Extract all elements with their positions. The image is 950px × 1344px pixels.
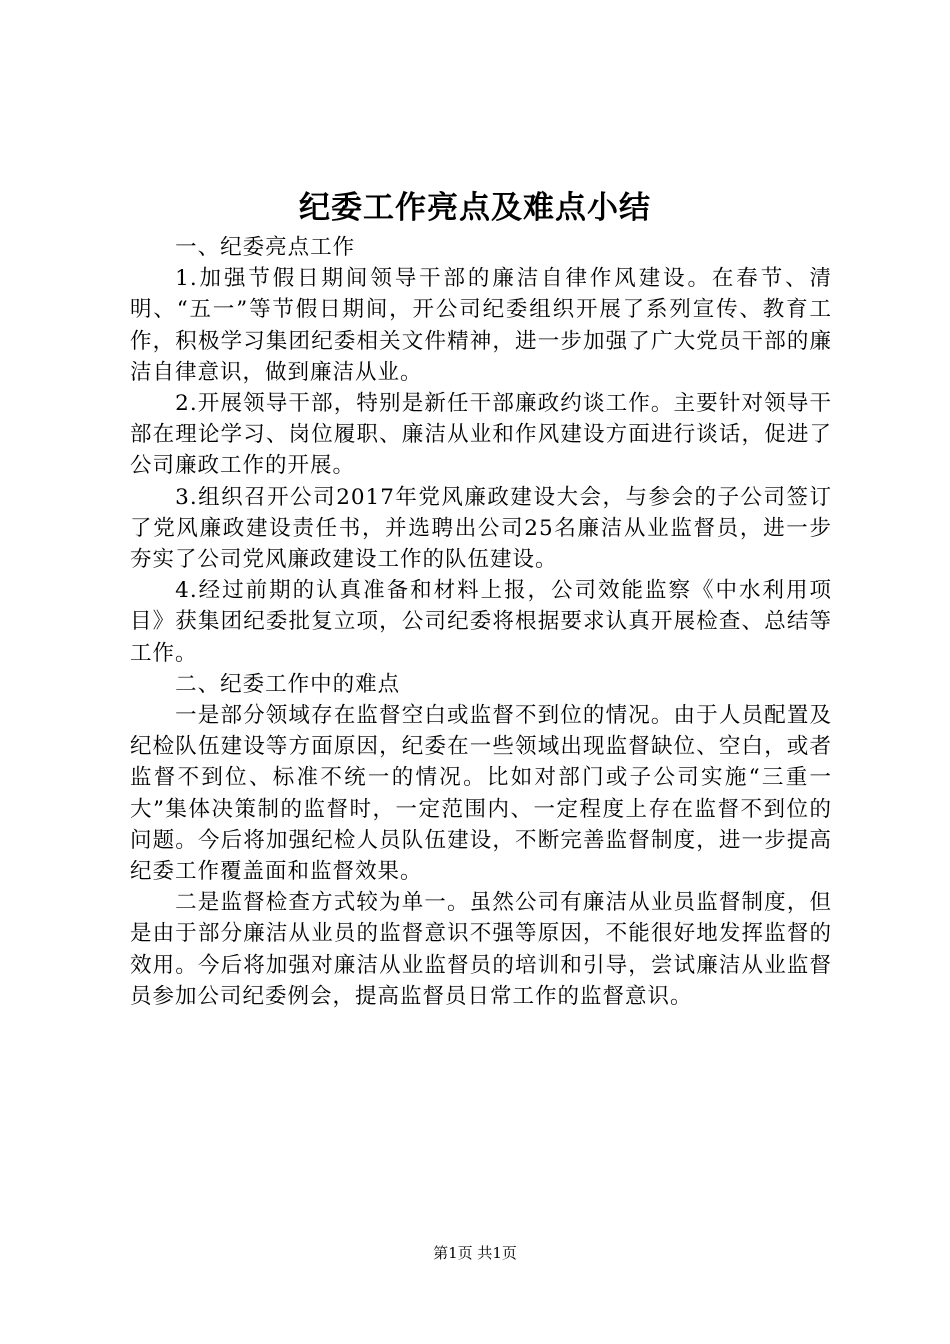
section-heading-difficulties: 二、纪委工作中的难点	[175, 671, 401, 697]
paragraph-item-1: 1.加强节假日期间领导干部的廉洁自律作风建设。在春节、清明、“五一”等节假日期间，开公司纪委组织开展了系列宣传、教育工作，积极学习集团纪委相关文件精神，进一步加强了广大党员干部的廉洁自律意识，做到廉洁从业。	[130, 266, 832, 385]
paragraph-item-3: 3.组织召开公司2017年党风廉政建设大会，与参会的子公司签订了党风廉政建设责任书，并选聘出公司25名廉洁从业监督员，进一步夯实了公司党风廉政建设工作的队伍建设。	[130, 484, 832, 573]
document-title: 纪委工作亮点及难点小结	[299, 190, 651, 226]
paragraph-item-2: 2.开展领导干部，特别是新任干部廉政约谈工作。主要针对领导干部在理论学习、岗位履职、廉洁从业和作风建设方面进行谈话，促进了公司廉政工作的开展。	[130, 391, 832, 479]
document-body	[130, 232, 832, 1012]
section-heading-highlights: 一、纪委亮点工作	[175, 235, 356, 260]
page-number-footer: 第1页 共1页	[433, 1244, 517, 1262]
paragraph-difficulty-2: 二是监督检查方式较为单一。虽然公司有廉洁从业员监督制度，但是由于部分廉洁从业员的监督意识不强等原因，不能很好地发挥监督的效用。今后将加强对廉洁从业监督员的培训和引导，尝试廉洁从业监督员参加公司纪委例会，提高监督员日常工作的监督意识。	[130, 890, 832, 1009]
paragraph-difficulty-1: 一是部分领域存在监督空白或监督不到位的情况。由于人员配置及纪检队伍建设等方面原因，纪委在一些领域出现监督缺位、空白，或者监督不到位、标准不统一的情况。比如对部门或子公司实施“三重一大”集体决策制的监督时，一定范围内、一定程度上存在监督不到位的问题。今后将加强纪检人员队伍建设，不断完善监督制度，进一步提高纪委工作覆盖面和监督效果。	[130, 703, 832, 885]
paragraph-item-4: 4.经过前期的认真准备和材料上报，公司效能监察《中水利用项目》获集团纪委批复立项，公司纪委将根据要求认真开展检查、总结等工作。	[130, 578, 832, 666]
